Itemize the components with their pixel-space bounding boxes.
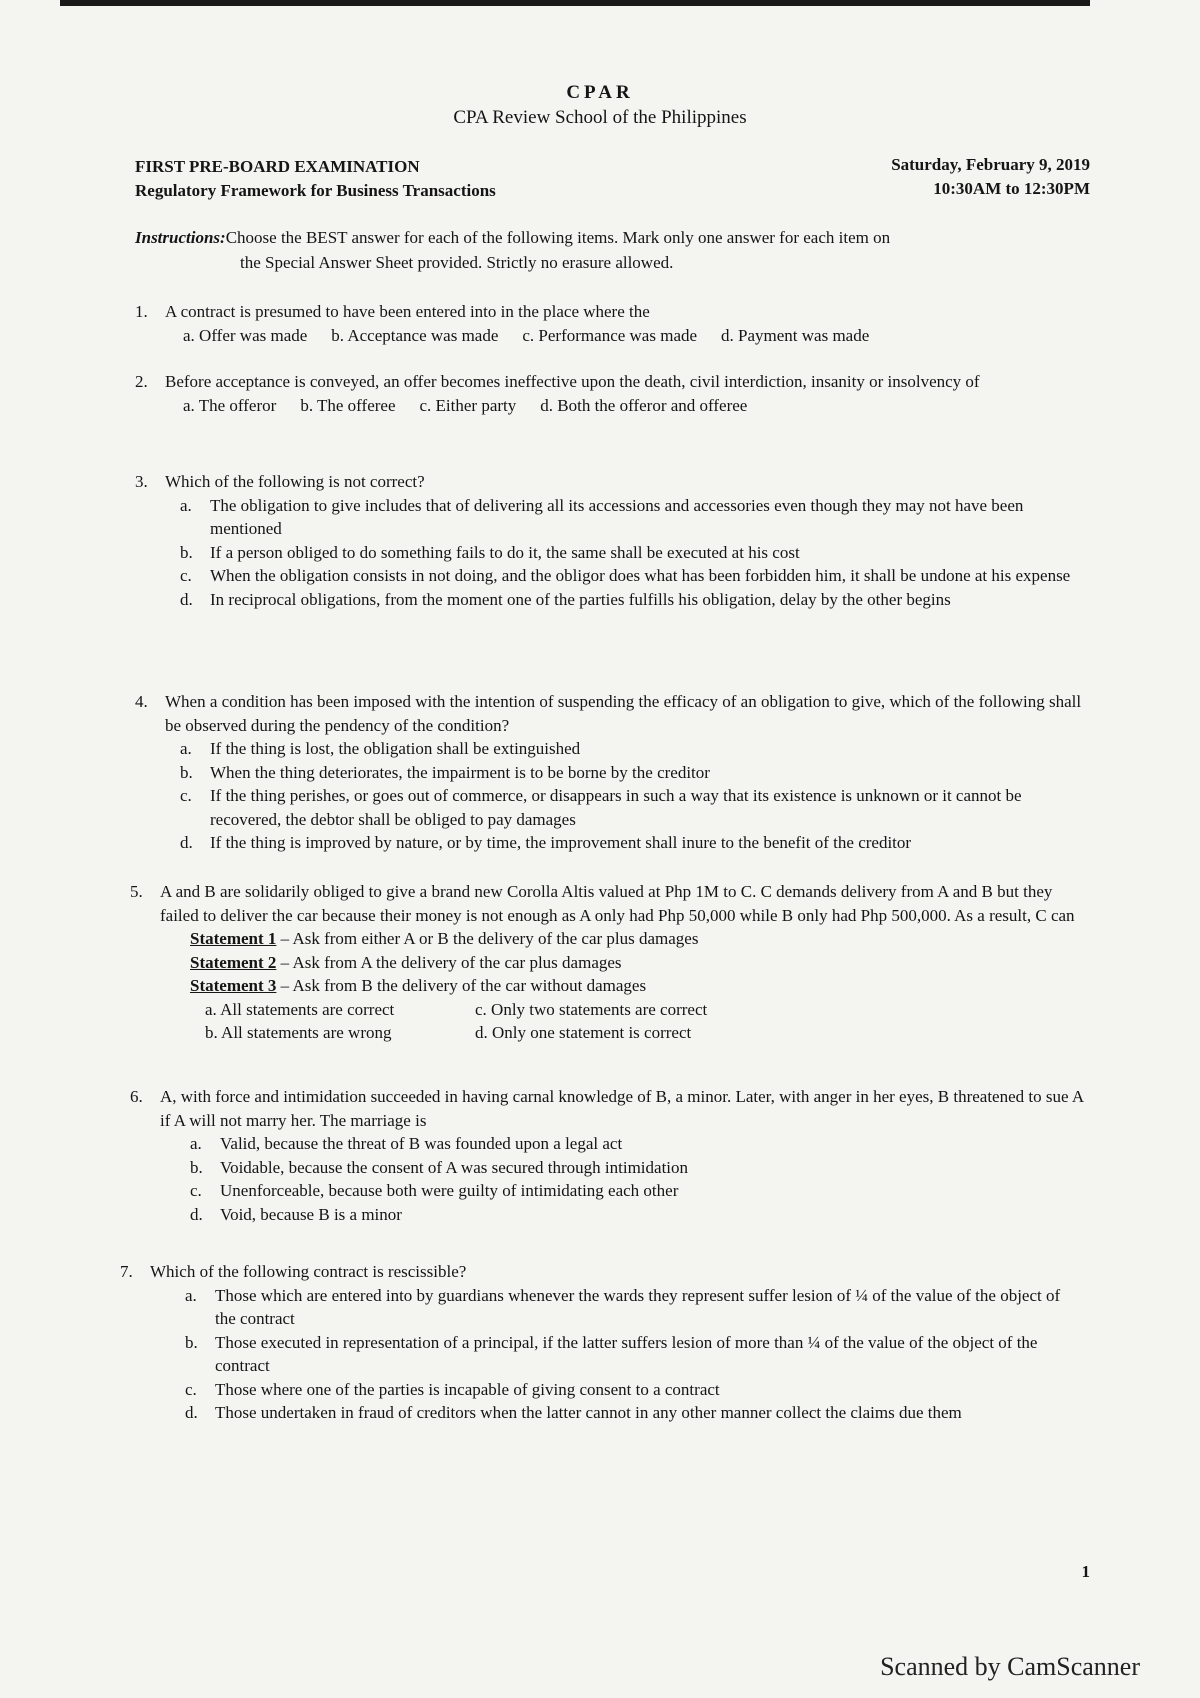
choice-c: c. Either party <box>419 395 517 415</box>
exam-info <box>135 155 496 203</box>
choice-c <box>180 784 1095 831</box>
statement-label: Statement 2 <box>190 952 277 972</box>
exam-title: FIRST PRE-BOARD EXAMINATION <box>135 157 420 176</box>
choice-text: If the thing is improved by nature, or by time, the improvement shall inure to the benefit of the creditor <box>210 833 912 852</box>
question-number: 5. <box>130 882 143 901</box>
choice-d: d. Only one statement is correct <box>475 1023 692 1042</box>
exam-subject: Regulatory Framework for Business Transactions <box>135 181 496 200</box>
scan-edge <box>60 0 1090 6</box>
choice-letter: d. <box>180 833 193 852</box>
choice-letter: b. <box>180 762 193 782</box>
school-code: CPAR <box>566 82 634 103</box>
question-stem: A and B are solidarily obliged to give a brand new Corolla Altis valued at Php 1M to C. C demands delivery from A and B but they failed to deliver the car because their money is not enough as A only had Php 50,000 while B only had Php 500,000. As a result, C can <box>160 882 1075 925</box>
choice-letter: c. <box>180 786 192 805</box>
choice-letter: d. <box>190 1204 203 1224</box>
instructions-line-1: Choose the BEST answer for each of the following items. Mark only one answer for each item on <box>225 228 891 247</box>
school-name: CPA Review School of the Philippines <box>453 107 747 128</box>
choice-letter: a. <box>190 1134 202 1153</box>
choices <box>183 324 1095 348</box>
choice-d: d. Payment was made <box>721 325 870 345</box>
choice-c: c. Only two statements are correct <box>475 999 708 1019</box>
choice-b: b. Acceptance was made <box>331 325 499 345</box>
choice-a <box>180 737 1095 761</box>
choice-text: In reciprocal obligations, from the moment one of the parties fulfills his obligation, delay by the other begins <box>210 589 951 609</box>
question-5 <box>130 880 1090 1045</box>
question-1 <box>135 300 1095 347</box>
scanner-watermark: Scanned by CamScanner <box>880 1652 1140 1681</box>
statement-label: Statement 3 <box>190 976 277 995</box>
choice-letter: b. <box>185 1332 198 1352</box>
choice-b <box>180 541 1095 565</box>
choice-letter: d. <box>185 1403 198 1422</box>
choice-letter: a. <box>185 1285 197 1305</box>
choice-b <box>190 1156 1090 1180</box>
choice-a: a. All statements are correct <box>205 999 395 1019</box>
choice-d: d. Both the offeror and offeree <box>540 395 748 415</box>
choice-b <box>180 761 1095 785</box>
choice-a <box>185 1284 1080 1331</box>
question-number: 7. <box>120 1262 133 1281</box>
choice-d <box>180 831 1095 855</box>
choice-text: Voidable, because the consent of A was secured through intimidation <box>220 1157 689 1177</box>
choice-letter: a. <box>180 495 192 515</box>
statement-text: – Ask from B the delivery of the car without damages <box>276 976 647 995</box>
instructions-label: Instructions: <box>135 228 226 247</box>
choice-c <box>190 1179 1090 1203</box>
choice-text: Unenforceable, because both were guilty of intimidating each other <box>220 1181 679 1200</box>
choice-d <box>190 1203 1090 1227</box>
question-stem: Which of the following contract is rescissible? <box>150 1262 467 1281</box>
choice-text: When the thing deteriorates, the impairment is to be borne by the creditor <box>210 762 710 782</box>
instructions-line-2: the Special Answer Sheet provided. Strictly no erasure allowed. <box>240 253 674 272</box>
question-number: 1. <box>135 302 148 321</box>
choice-b: b. All statements are wrong <box>205 1023 392 1042</box>
statement-text: – Ask from either A or B the delivery of the car plus damages <box>276 929 699 948</box>
choice-text: If a person obliged to do something fails to do it, the same shall be executed at his cost <box>210 542 800 562</box>
question-4 <box>135 690 1095 855</box>
statement-2 <box>190 951 1090 975</box>
choice-a <box>190 1132 1090 1156</box>
choice-text: Valid, because the threat of B was founded upon a legal act <box>220 1134 623 1153</box>
choice-letter: b. <box>190 1157 203 1177</box>
question-stem: A contract is presumed to have been entered into in the place where the <box>165 302 650 321</box>
page-number: 1 <box>1081 1562 1090 1581</box>
choice-text: If the thing is lost, the obligation shall be extinguished <box>210 739 581 758</box>
statement-1 <box>190 927 1090 951</box>
choice-a: a. Offer was made <box>183 325 308 345</box>
choice-text: Those executed in representation of a principal, if the latter suffers lesion of more than ¼ of the value of the object of the contract <box>215 1332 1038 1375</box>
choice-a <box>180 494 1095 541</box>
question-stem: When a condition has been imposed with the intention of suspending the efficacy of an obligation to give, which of the following shall be observed during the pendency of the condition? <box>165 692 1082 735</box>
choice-d <box>185 1401 1080 1425</box>
choice-c <box>180 564 1095 588</box>
exam-date: Saturday, February 9, 2019 <box>891 155 1090 174</box>
exam-schedule <box>891 153 1090 201</box>
choice-text: When the obligation consists in not doing, and the obligor does what has been forbidden him, it shall be undone at his expense <box>210 566 1071 585</box>
choice-text: Those where one of the parties is incapable of giving consent to a contract <box>215 1379 720 1399</box>
question-3 <box>135 470 1095 611</box>
choice-letter: a. <box>180 739 192 758</box>
choice-b <box>185 1331 1080 1378</box>
choice-a: a. The offeror <box>183 395 277 415</box>
choice-letter: c. <box>190 1181 202 1200</box>
statement-3 <box>190 974 1090 998</box>
question-number: 3. <box>135 472 148 491</box>
choice-letter: b. <box>180 542 193 562</box>
statement-label: Statement 1 <box>190 929 277 948</box>
choice-d <box>180 588 1095 612</box>
choice-text: Those which are entered into by guardians whenever the wards they represent suffer lesion of ¼ of the value of the object of the contract <box>215 1285 1061 1328</box>
question-2 <box>135 370 1095 417</box>
exam-time: 10:30AM to 12:30PM <box>933 179 1090 198</box>
choice-c: c. Performance was made <box>522 325 698 345</box>
choice-letter: c. <box>185 1379 197 1399</box>
choice-c <box>185 1378 1080 1402</box>
instructions <box>135 225 1100 275</box>
choice-text: If the thing perishes, or goes out of commerce, or disappears in such a way that its existence is unknown or it cannot be recovered, the debtor shall be obliged to pay damages <box>210 786 1022 829</box>
question-stem: Before acceptance is conveyed, an offer becomes ineffective upon the death, civil interdiction, insanity or insolvency of <box>165 372 980 391</box>
choice-letter: c. <box>180 566 192 585</box>
statement-text: – Ask from A the delivery of the car plus damages <box>276 952 622 972</box>
choice-b: b. The offeree <box>300 395 396 415</box>
choices <box>205 998 1090 1045</box>
question-7 <box>120 1260 1080 1425</box>
choice-text: Those undertaken in fraud of creditors when the latter cannot in any other manner collect the claims due them <box>215 1403 962 1422</box>
choice-text: The obligation to give includes that of delivering all its accessions and accessories even though they may not have been mentioned <box>210 495 1024 538</box>
question-6 <box>130 1085 1090 1226</box>
question-number: 6. <box>130 1087 143 1106</box>
question-number: 2. <box>135 372 148 391</box>
question-number: 4. <box>135 692 148 711</box>
choice-text: Void, because B is a minor <box>220 1204 402 1224</box>
choices <box>183 394 1095 418</box>
question-stem: A, with force and intimidation succeeded in having carnal knowledge of B, a minor. Later, with anger in her eyes, B threatened to sue A if A will not marry her. The marriage is <box>160 1087 1084 1130</box>
choice-letter: d. <box>180 589 193 609</box>
question-stem: Which of the following is not correct? <box>165 472 425 491</box>
